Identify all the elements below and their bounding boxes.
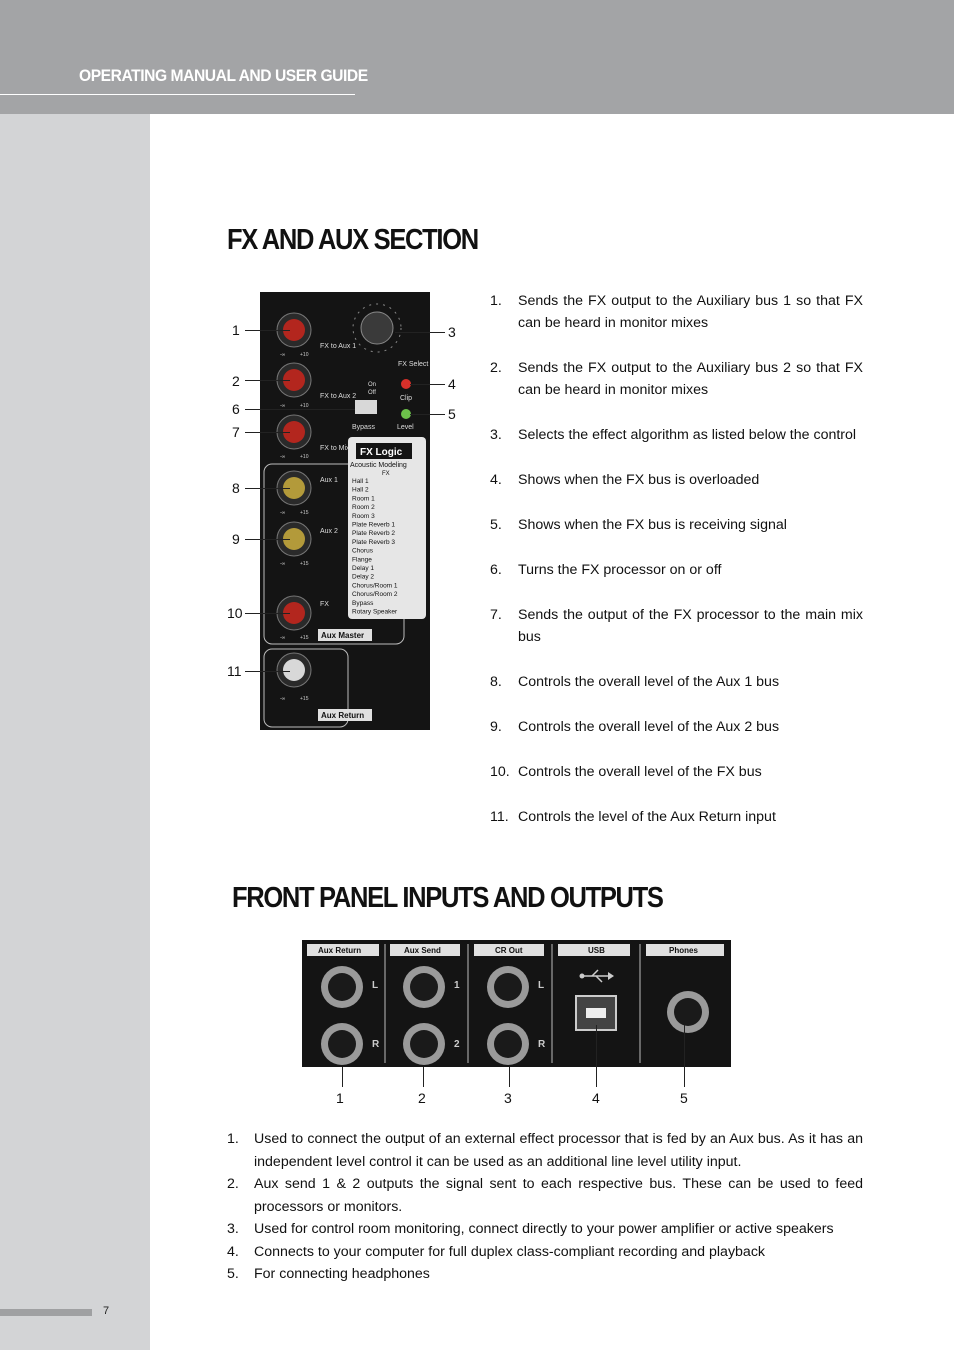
io-label-phones: Phones (669, 946, 698, 955)
phones-jack (667, 991, 709, 1033)
fx-effect-item: Plate Reverb 1 (352, 521, 395, 529)
scale-min-3: -∞ (280, 454, 286, 460)
header-rule (0, 94, 355, 95)
jack-label-2: 2 (454, 1039, 460, 1050)
fx-item-number: 11. (490, 809, 509, 825)
io-item (227, 1263, 863, 1286)
scale-min-4: -∞ (280, 510, 286, 516)
fx-leader-2 (245, 380, 290, 381)
fx-item-text: Controls the overall level of the Aux 2 bus (518, 719, 780, 735)
fx-leader-11 (245, 671, 290, 672)
fx-leader-9 (245, 539, 290, 540)
fx-item-number: 2. (490, 360, 502, 376)
fx-item (490, 424, 863, 446)
fx-effect-item: Plate Reverb 3 (352, 538, 395, 546)
fx-item-text: Shows when the FX bus is overloaded (518, 472, 760, 488)
quarter-inch-jack (321, 1023, 363, 1065)
fx-item (490, 290, 863, 334)
io-callout-3: 3 (504, 1090, 512, 1106)
fx-item (490, 716, 863, 738)
scale-min-2: -∞ (280, 403, 286, 409)
header-title: OPERATING MANUAL AND USER GUIDE (79, 66, 368, 85)
fx-effect-item: Room 2 (352, 504, 375, 512)
fx-callout-8: 8 (232, 480, 240, 496)
scale-min-6: -∞ (280, 635, 286, 641)
io-label-aux-send: Aux Send (404, 946, 441, 955)
label-level: Level (397, 424, 414, 431)
fx-item-text: Turns the FX processor on or off (518, 562, 722, 578)
jack-label-1: 1 (454, 980, 460, 991)
io-callout-4: 4 (592, 1090, 600, 1106)
io-item-number: 5. (227, 1266, 239, 1282)
fx-leader-8 (245, 488, 290, 489)
jack-label-r-2: R (538, 1039, 546, 1050)
fx-section-heading: FX AND AUX SECTION (227, 224, 478, 256)
fx-item-number: 5. (490, 517, 502, 533)
fx-leader-4 (410, 384, 445, 385)
fx-callout-6: 6 (232, 401, 240, 417)
fx-effect-item: Flange (352, 556, 372, 564)
fx-effect-item: Delay 1 (352, 565, 375, 572)
fx-leader-1 (245, 330, 290, 331)
label-fx-select: FX Select (398, 361, 429, 368)
fx-item-number: 8. (490, 674, 502, 690)
io-description-list (227, 1128, 863, 1286)
label-on: On (368, 382, 377, 388)
left-margin-band (0, 114, 150, 1350)
label-clip: Clip (400, 395, 413, 402)
fx-callout-1: 1 (232, 322, 240, 338)
io-item-text: Aux send 1 & 2 outputs the signal sent to each respective bus. These can be used to feed processors or monitors. (254, 1176, 863, 1215)
label-fx-to-aux2: FX to Aux 2 (320, 393, 357, 400)
io-item-number: 1. (227, 1131, 239, 1147)
fx-callout-10: 10 (227, 605, 243, 621)
label-aux2: Aux 2 (320, 528, 338, 535)
fx-effect-item: Chorus/Room 1 (352, 582, 398, 590)
page-number-bar (0, 1309, 92, 1316)
jack-label-r-1: R (372, 1039, 380, 1050)
fx-item-number: 3. (490, 427, 502, 443)
fx-item (490, 604, 863, 648)
fx-logic-subtitle: Acoustic Modeling (350, 462, 407, 469)
fx-effect-item: Bypass (352, 599, 374, 607)
fx-item-text: Controls the overall level of the Aux 1 bus (518, 674, 780, 690)
io-leader-2 (423, 1067, 424, 1087)
quarter-inch-jack (487, 1023, 529, 1065)
fx-leader-5 (410, 414, 445, 415)
fx-aux-panel-image (260, 292, 430, 730)
scale-max-1: +10 (300, 352, 309, 358)
io-item-text: Used to connect the output of an external effect processor that is fed by an Aux bus. As it has an independent level control it can be used as an additional line level utility input. (254, 1131, 863, 1170)
fx-effect-item: Rotary Speaker (352, 608, 398, 616)
scale-min-7: -∞ (280, 696, 286, 702)
fx-leader-3 (395, 332, 445, 333)
io-item (227, 1218, 863, 1241)
quarter-inch-jack (403, 1023, 445, 1065)
scale-min-5: -∞ (280, 561, 286, 567)
fx-leader-10 (245, 613, 290, 614)
fx-leader-7 (245, 432, 290, 433)
label-bypass: Bypass (352, 424, 375, 431)
page-number: 7 (103, 1305, 110, 1317)
fx-effect-item: Room 3 (352, 512, 375, 520)
fx-effect-item: Plate Reverb 2 (352, 530, 395, 538)
io-callout-2: 2 (418, 1090, 426, 1106)
fx-logic-fx: FX (382, 471, 390, 477)
fx-item-text: Shows when the FX bus is receiving signal (518, 517, 787, 533)
fx-callout-2: 2 (232, 373, 240, 389)
fx-item (490, 671, 863, 693)
scale-max-6: +15 (300, 635, 309, 641)
io-item-text: For connecting headphones (254, 1266, 430, 1282)
label-off: Off (368, 390, 376, 396)
fx-item-number: 6. (490, 562, 502, 578)
scale-min-1: -∞ (280, 352, 286, 358)
fx-callout-3: 3 (448, 324, 456, 340)
fx-leader-6 (245, 409, 355, 410)
fx-callout-4: 4 (448, 376, 456, 392)
fx-effect-item: Delay 2 (352, 573, 375, 581)
io-leader-4 (596, 1025, 597, 1087)
fx-item (490, 469, 863, 491)
fx-logic-logo: FX Logic (360, 447, 403, 458)
scale-max-5: +15 (300, 561, 309, 567)
io-item-number: 3. (227, 1221, 239, 1237)
bypass-switch (355, 400, 377, 414)
io-leader-1 (342, 1067, 343, 1087)
fx-item-text: Sends the FX output to the Auxiliary bus 1 so that FX can be heard in monitor mixes (518, 293, 863, 331)
label-aux1: Aux 1 (320, 477, 338, 484)
scale-max-2: +10 (300, 403, 309, 409)
label-aux-return: Aux Return (321, 711, 365, 720)
io-item (227, 1128, 863, 1173)
label-fx: FX (320, 601, 329, 608)
fx-item (490, 806, 863, 828)
io-panel-image (302, 940, 731, 1067)
io-item-text: Connects to your computer for full duplex class-compliant recording and playback (254, 1243, 766, 1260)
quarter-inch-jack (321, 966, 363, 1008)
io-item-number: 4. (227, 1243, 239, 1260)
fx-item (490, 761, 863, 783)
io-item (227, 1241, 863, 1264)
fx-effect-item: Hall 2 (352, 486, 369, 494)
fx-effect-item: Chorus/Room 2 (352, 591, 398, 599)
fx-callout-11: 11 (227, 663, 242, 679)
fx-item-text: Sends the FX output to the Auxiliary bus 2 so that FX can be heard in monitor mixes (518, 360, 863, 398)
fx-callout-5: 5 (448, 406, 456, 422)
io-item-text: Used for control room monitoring, connect directly to your power amplifier or active speakers (254, 1221, 834, 1237)
io-callout-5: 5 (680, 1090, 688, 1106)
io-item-number: 2. (227, 1176, 239, 1192)
fx-item-number: 10. (490, 764, 510, 780)
fx-item-number: 9. (490, 719, 502, 735)
fx-callout-7: 7 (232, 424, 240, 440)
label-aux-master: Aux Master (321, 631, 365, 640)
fx-item-text: Controls the level of the Aux Return input (518, 809, 776, 825)
scale-max-7: +15 (300, 696, 309, 702)
page-header (0, 0, 954, 114)
fx-item (490, 357, 863, 401)
fx-item-number: 4. (490, 472, 502, 488)
fx-item-text: Selects the effect algorithm as listed below the control (518, 427, 857, 443)
quarter-inch-jack (487, 966, 529, 1008)
io-label-usb: USB (588, 946, 605, 955)
io-leader-5 (684, 1025, 685, 1087)
jack-label-l-2: L (538, 980, 545, 991)
io-section-heading: FRONT PANEL INPUTS AND OUTPUTS (232, 882, 663, 914)
io-callout-1: 1 (336, 1090, 344, 1106)
fx-item (490, 514, 863, 536)
label-fx-to-mix: FX to Mix (320, 445, 350, 452)
io-item (227, 1173, 863, 1218)
scale-max-3: +10 (300, 454, 309, 460)
fx-effect-item: Room 1 (352, 495, 375, 503)
jack-label-l-1: L (372, 980, 379, 991)
fx-callout-9: 9 (232, 531, 240, 547)
fx-item-text: Sends the output of the FX processor to the main mix bus (518, 607, 863, 645)
fx-item-number: 7. (490, 607, 502, 623)
io-label-aux-return: Aux Return (318, 946, 362, 955)
io-label-cr-out: CR Out (495, 946, 523, 955)
fx-effect-item: Chorus (352, 547, 373, 555)
label-fx-to-aux1: FX to Aux 1 (320, 343, 357, 350)
fx-item (490, 559, 863, 581)
io-leader-3 (509, 1067, 510, 1087)
scale-max-4: +15 (300, 510, 309, 516)
quarter-inch-jack (403, 966, 445, 1008)
fx-item-number: 1. (490, 293, 502, 309)
fx-effect-item: Hall 1 (352, 478, 369, 485)
knob-aux-return (277, 653, 311, 687)
fx-item-text: Controls the overall level of the FX bus (518, 764, 762, 780)
